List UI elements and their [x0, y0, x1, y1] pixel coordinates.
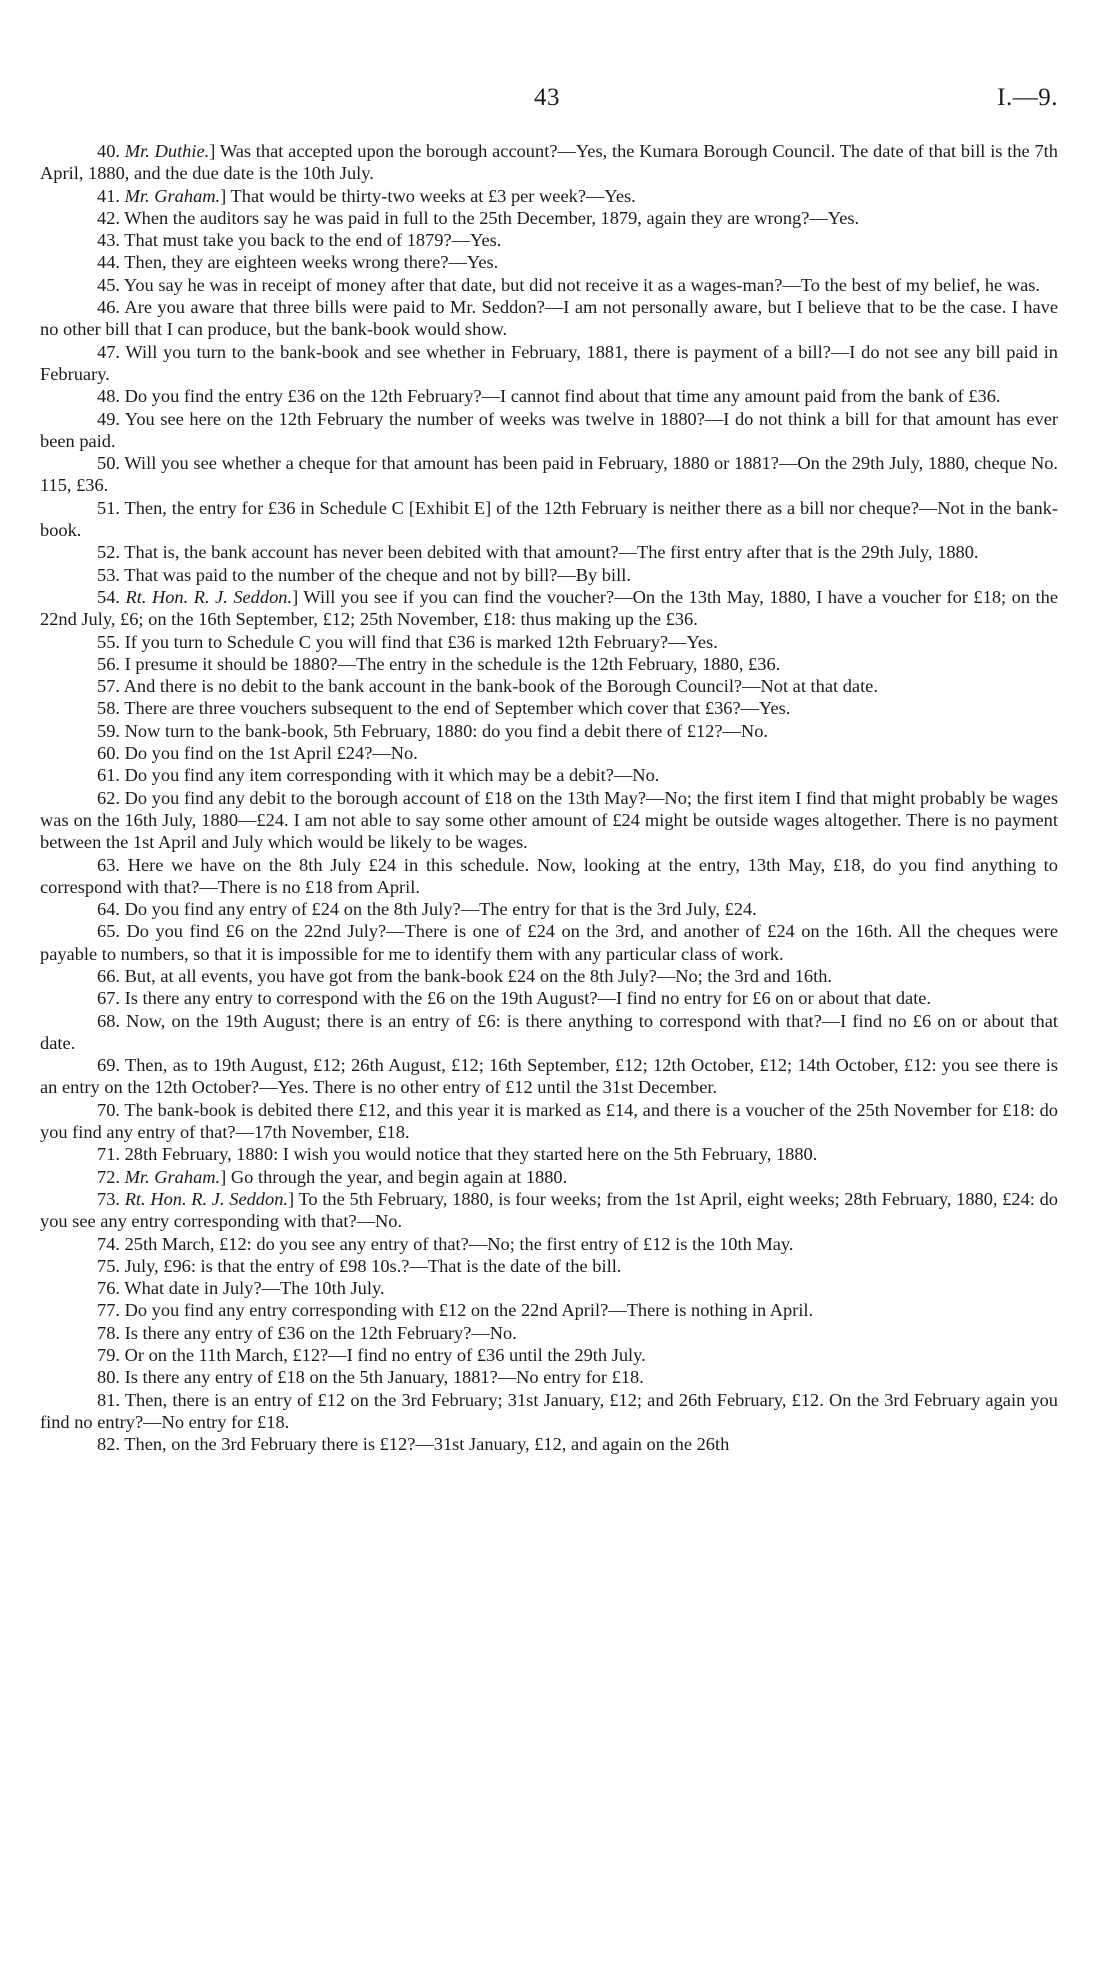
question-number: 70.: [97, 1099, 120, 1120]
question-answer-text: Will you see if you can find the voucher?—On the 13th May, 1880, I have a voucher for £18; on the 22nd July, £6; on the 16th September, £12; 25th November, £18: thus making up the £36.: [40, 586, 1058, 630]
question-answer-text: July, £96: is that the entry of £98 10s.?—That is the date of the bill.: [124, 1255, 622, 1276]
question-answer-text: Then, they are eighteen weeks wrong there?—Yes.: [124, 252, 499, 273]
question-paragraph: [40, 854, 1058, 899]
question-paragraph: [40, 1233, 1058, 1255]
question-paragraph: [40, 1299, 1058, 1321]
question-number: 56.: [97, 653, 120, 674]
question-paragraph: [40, 631, 1058, 653]
question-number: 44.: [97, 252, 120, 273]
question-paragraph: [40, 408, 1058, 453]
question-paragraph: [40, 251, 1058, 273]
question-paragraph: [40, 965, 1058, 987]
question-answer-text: Then, as to 19th August, £12; 26th August, £12; 16th September, £12; 12th October, £12; 14th October, £12: you see there is an entry on the 12th October?—Yes. There is no other entry of £12 until the 31st December.: [40, 1055, 1058, 1098]
question-answer-text: To the 5th February, 1880, is four weeks; from the 1st April, eight weeks; 28th February, 1880, £24: do you see any entry corresponding with that?—No.: [40, 1188, 1058, 1232]
question-number: 75.: [97, 1255, 120, 1276]
question-answer-text: What date in July?—The 10th July.: [124, 1278, 385, 1299]
question-answer-text: And there is no debit to the bank account in the bank-book of the Borough Council?—Not at that date.: [123, 676, 878, 697]
question-answer-text: That is, the bank account has never been debited with that amount?—The first entry after that is the 29th July, 1880.: [124, 542, 979, 563]
question-paragraph: [40, 1389, 1058, 1434]
question-paragraph: [40, 1322, 1058, 1344]
question-paragraph: 72. Mr. Graham.] Go through the year, and begin again at 1880.: [97, 1166, 568, 1187]
question-number: 63.: [97, 854, 120, 875]
question-paragraph: [40, 1344, 1058, 1366]
question-paragraph: [40, 541, 1058, 563]
question-answer-text: If you turn to Schedule C you will find that £36 is marked 12th February?—Yes.: [124, 631, 718, 652]
question-number: 50.: [97, 453, 120, 474]
question-number: 78.: [97, 1322, 120, 1343]
question-paragraph: [40, 207, 1058, 229]
question-paragraph: [40, 1433, 1058, 1455]
question-number: 61.: [97, 765, 120, 786]
question-answer-text: Here we have on the 8th July £24 in this schedule. Now, looking at the entry, 13th May, £18, do you find anything to correspond with that?—There is no £18 from April.: [40, 854, 1058, 897]
question-answer-text: Do you find the entry £36 on the 12th February?—I cannot find about that time any amount paid from the bank of £36.: [124, 386, 1001, 407]
question-paragraph: [40, 1143, 1058, 1165]
document-reference: I.—9.: [997, 84, 1058, 111]
question-number: 40.: [97, 141, 120, 161]
question-number: 81.: [97, 1389, 120, 1410]
question-number: 55.: [97, 631, 120, 652]
question-answer-text: I presume it should be 1880?—The entry in the schedule is the 12th February, 1880, £36.: [124, 653, 781, 674]
question-number: 59.: [97, 720, 120, 741]
question-paragraph: [40, 229, 1058, 251]
question-number: 47.: [97, 341, 120, 362]
question-paragraph: [40, 1054, 1058, 1099]
question-paragraph: 54. Rt. Hon. R. J. Seddon.] Will you see if you can find the voucher?—On the 13th May, 1880, I have a voucher for £18; on the 22nd July, £6; on the 16th September, £12; 25th November, £18: thus making up the £36.: [40, 586, 1058, 630]
question-number: 52.: [97, 542, 120, 563]
speaker-name: Rt. Hon. R. J. Seddon.: [125, 586, 293, 607]
question-number: 43.: [97, 230, 120, 251]
question-number: 80.: [97, 1367, 120, 1388]
question-number: 53.: [97, 564, 120, 585]
question-number: 45.: [97, 274, 120, 295]
question-number: 71.: [97, 1144, 120, 1165]
question-answer-text: When the auditors say he was paid in full to the 25th December, 1879, again they are wrong?—Yes.: [124, 207, 860, 228]
question-paragraph: [40, 898, 1058, 920]
question-paragraph: 73. Rt. Hon. R. J. Seddon.] To the 5th February, 1880, is four weeks; from the 1st April, eight weeks; 28th February, 1880, £24: do you see any entry corresponding with that?—No.: [40, 1188, 1058, 1232]
question-number: 76.: [97, 1278, 120, 1299]
question-paragraph: [40, 385, 1058, 407]
question-paragraph: [40, 987, 1058, 1009]
question-answer-text: Do you find any item corresponding with it which may be a debit?—No.: [124, 765, 660, 786]
question-answer-text: Is there any entry of £36 on the 12th February?—No.: [124, 1322, 517, 1343]
question-answer-text: Is there any entry of £18 on the 5th January, 1881?—No entry for £18.: [124, 1367, 644, 1388]
question-number: 51.: [97, 497, 120, 518]
question-paragraph: [40, 452, 1058, 497]
question-paragraph: [40, 787, 1058, 854]
question-answer-text: Now, on the 19th August; there is an entry of £6: is there anything to correspond with that?—I find no £6 on or about that date.: [40, 1010, 1058, 1053]
question-paragraph: [40, 742, 1058, 764]
question-number: 48.: [97, 386, 120, 407]
question-answer-text: Now turn to the bank-book, 5th February, 1880: do you find a debit there of £12?—No.: [124, 720, 768, 741]
question-answer-text: That would be thirty-two weeks at £3 per week?—Yes.: [230, 185, 636, 206]
question-answer-text: 28th February, 1880: I wish you would notice that they started here on the 5th February, 1880.: [124, 1144, 818, 1165]
question-paragraph: [40, 1099, 1058, 1144]
question-number: 49.: [97, 408, 120, 429]
question-answer-text: Is there any entry to correspond with the £6 on the 19th August?—I find no entry for £6 on or about that date.: [124, 988, 932, 1009]
question-paragraph: [40, 720, 1058, 742]
question-answer-text: The bank-book is debited there £12, and this year it is marked as £14, and there is a voucher of the 25th November for £18: do you find any entry of that?—17th November, £18.: [40, 1099, 1058, 1143]
question-number: 73.: [97, 1188, 120, 1209]
question-paragraph: [40, 1366, 1058, 1388]
question-answer-text: Was that accepted upon the borough account?—Yes, the Kumara Borough Council. The date of that bill is the 7th April, 1880, and the due date is the 10th July.: [40, 141, 1058, 184]
question-number: 62.: [97, 787, 120, 808]
speaker-name: Rt. Hon. R. J. Seddon.: [124, 1188, 288, 1209]
speaker-name: Mr. Graham.: [124, 1166, 221, 1187]
question-number: 66.: [97, 965, 120, 986]
question-answer-text: Go through the year, and begin again at 1880.: [230, 1166, 568, 1187]
speaker-name: Mr. Duthie.: [124, 141, 210, 161]
question-answer-text: Will you see whether a cheque for that amount has been paid in February, 1880 or 1881?—On the 29th July, 1880, cheque No. 115, £36.: [40, 453, 1059, 496]
question-number: 77.: [97, 1300, 120, 1321]
question-answer-text: Or on the 11th March, £12?—I find no entry of £36 until the 29th July.: [124, 1345, 646, 1366]
page-header: [0, 84, 1114, 118]
question-paragraph: [40, 497, 1058, 542]
question-answer-text: Do you find any entry corresponding with £12 on the 22nd April?—There is nothing in April.: [124, 1300, 814, 1321]
question-number: 72.: [97, 1166, 120, 1187]
question-paragraph: [40, 341, 1058, 386]
speaker-name: Mr. Graham.: [124, 185, 221, 206]
evidence-text: [40, 140, 1058, 1456]
question-answer-text: There are three vouchers subsequent to the end of September which cover that £36?—Yes.: [124, 698, 791, 719]
question-paragraph: [40, 697, 1058, 719]
question-answer-text: Then, on the 3rd February there is £12?—31st January, £12, and again on the 26th: [124, 1434, 730, 1455]
question-paragraph: [40, 274, 1058, 296]
question-paragraph: [40, 1277, 1058, 1299]
question-paragraph: [40, 920, 1058, 965]
question-answer-text: Are you aware that three bills were paid to Mr. Seddon?—I am not personally aware, but I believe that to be the case. I have no other bill that I can produce, but the bank-book would show.: [40, 297, 1058, 340]
question-answer-text: Will you turn to the bank-book and see whether in February, 1881, there is payment of a bill?—I do not see any bill paid in February.: [40, 341, 1059, 384]
question-paragraph: [40, 653, 1058, 675]
question-answer-text: Do you find any debit to the borough account of £18 on the 13th May?—No; the first item I find that might probably be wages was on the 16th July, 1880—£24. I am not able to say some other amount of £24 might be outside wages altogether. There is no payment between the 1st April and July which would be likely to be wages.: [40, 787, 1058, 853]
question-answer-text: That was paid to the number of the cheque and not by bill?—By bill.: [124, 564, 631, 585]
question-paragraph: [40, 675, 1058, 697]
question-answer-text: But, at all events, you have got from the bank-book £24 on the 8th July?—No; the 3rd and 16th.: [124, 965, 833, 986]
question-answer-text: That must take you back to the end of 1879?—Yes.: [124, 230, 502, 251]
question-number: 65.: [97, 921, 120, 942]
question-answer-text: Then, the entry for £36 in Schedule C [Exhibit E] of the 12th February is neither there as a bill nor cheque?—Not in the bank-book.: [40, 497, 1058, 541]
question-number: 82.: [97, 1434, 120, 1455]
question-number: 60.: [97, 743, 120, 764]
question-number: 42.: [97, 207, 120, 228]
question-number: 67.: [97, 988, 120, 1009]
question-number: 68.: [97, 1010, 120, 1031]
question-number: 46.: [97, 297, 120, 318]
question-number: 57.: [97, 676, 120, 697]
question-paragraph: [40, 764, 1058, 786]
question-number: 74.: [97, 1233, 120, 1254]
question-paragraph: [40, 564, 1058, 586]
question-paragraph: 41. Mr. Graham.] That would be thirty-two weeks at £3 per week?—Yes.: [97, 185, 636, 206]
page-number: 43: [534, 84, 560, 111]
question-answer-text: You say he was in receipt of money after that date, but did not receive it as a wages-man?—To the best of my belief, he was.: [123, 274, 1041, 295]
question-paragraph: [40, 1010, 1058, 1055]
question-answer-text: Do you find on the 1st April £24?—No.: [124, 743, 418, 764]
question-answer-text: Do you find £6 on the 22nd July?—There is one of £24 on the 3rd, and another of £24 on the 16th. All the cheques were payable to numbers, so that it is impossible for me to identify them with any particular class of work.: [40, 921, 1058, 964]
question-answer-text: 25th March, £12: do you see any entry of that?—No; the first entry of £12 is the 10th May.: [124, 1233, 794, 1254]
question-paragraph: [40, 1255, 1058, 1277]
question-answer-text: Do you find any entry of £24 on the 8th July?—The entry for that is the 3rd July, £24.: [124, 899, 757, 920]
question-number: 41.: [97, 185, 120, 206]
question-number: 69.: [97, 1055, 120, 1076]
question-number: 58.: [97, 698, 120, 719]
question-number: 79.: [97, 1345, 120, 1366]
question-number: 54.: [97, 586, 120, 607]
question-paragraph: 40. Mr. Duthie.] Was that accepted upon the borough account?—Yes, the Kumara Borough Council. The date of that bill is the 7th April, 1880, and the due date is the 10th July.: [40, 141, 1058, 184]
question-answer-text: You see here on the 12th February the number of weeks was twelve in 1880?—I do not think a bill for that amount has ever been paid.: [40, 408, 1059, 451]
question-number: 64.: [97, 899, 120, 920]
question-answer-text: Then, there is an entry of £12 on the 3rd February; 31st January, £12; and 26th February, £12. On the 3rd February again you find no entry?—No entry for £18.: [40, 1389, 1058, 1432]
question-paragraph: [40, 296, 1058, 341]
